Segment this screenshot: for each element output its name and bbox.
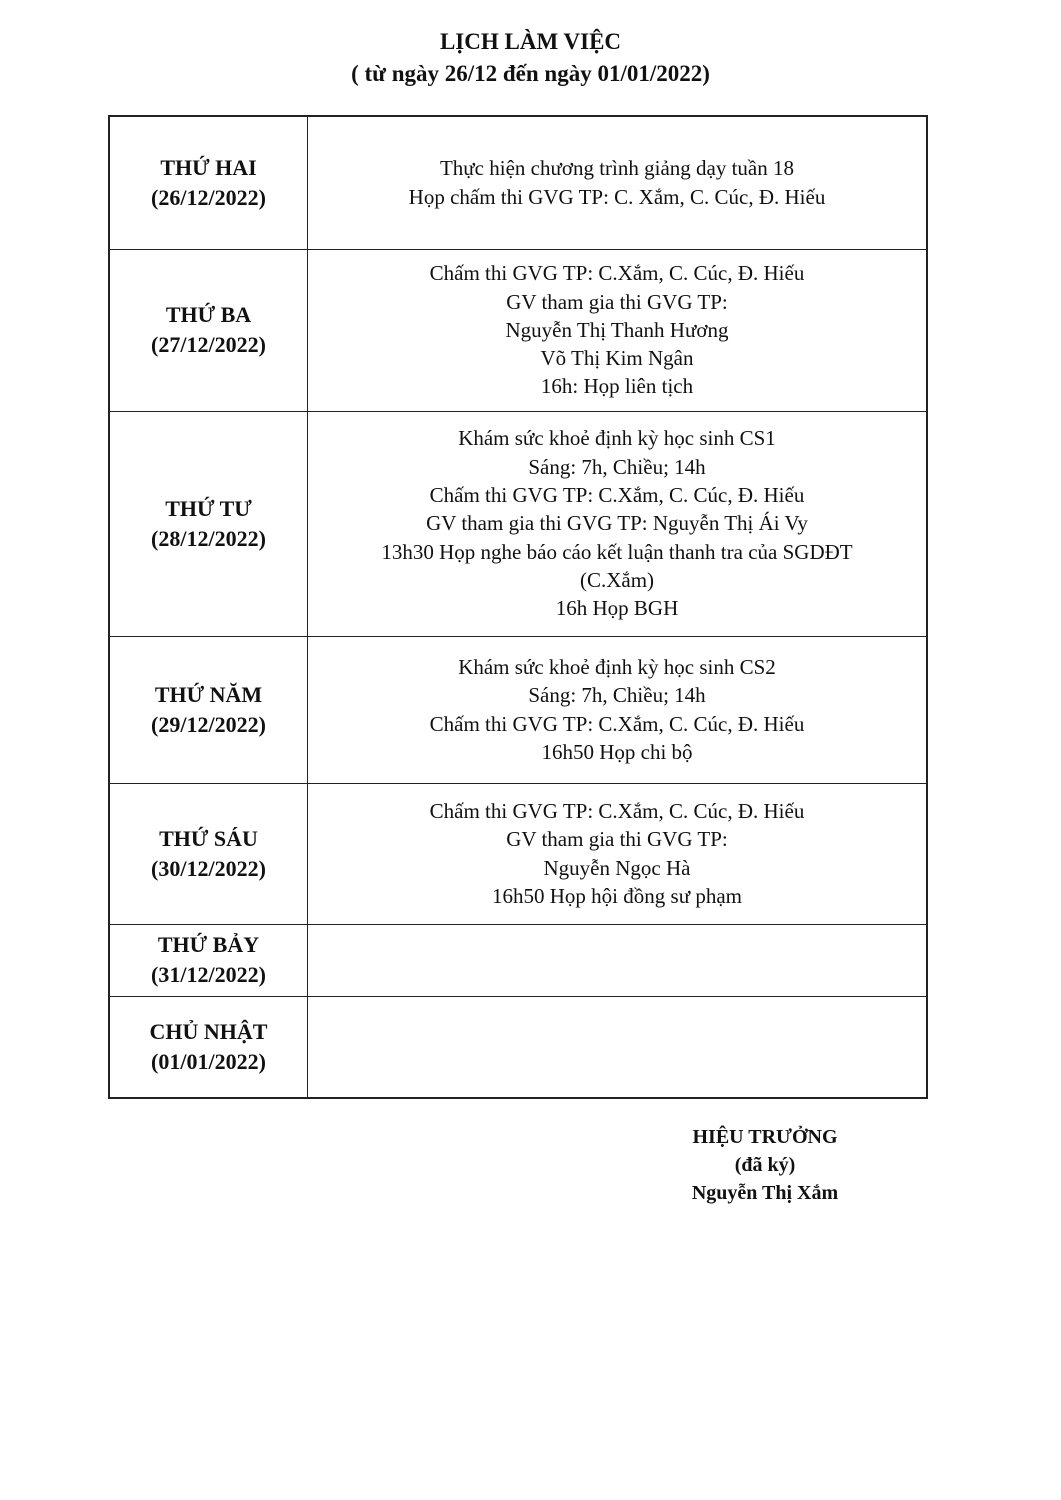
schedule-table [108, 115, 928, 1099]
activity-line: Thực hiện chương trình giảng dạy tuần 18 [439, 156, 795, 181]
activities-cell [308, 636, 928, 783]
schedule-row-wednesday [109, 411, 927, 636]
day-cell [109, 249, 308, 411]
day-name: THỨ NĂM [154, 681, 263, 707]
activity-line: Chấm thi GVG TP: C.Xắm, C. Cúc, Đ. Hiếu [429, 261, 805, 286]
day-name: CHỦ NHẬT [149, 1018, 268, 1044]
activity-line: 16h Họp BGH [555, 596, 679, 621]
day-cell [109, 116, 308, 249]
day-cell [109, 636, 308, 783]
activity-line: Chấm thi GVG TP: C.Xắm, C. Cúc, Đ. Hiếu [429, 483, 805, 508]
signature-block [640, 1123, 890, 1207]
activity-line: Nguyễn Thị Thanh Hương [505, 317, 729, 342]
signature-status: (đã ký) [734, 1154, 796, 1176]
activity-line: GV tham gia thi GVG TP: [506, 827, 728, 852]
activity-line: Khám sức khoẻ định kỳ học sinh CS2 [458, 654, 776, 679]
day-date: (26/12/2022) [151, 184, 266, 210]
activity-line: Nguyễn Ngọc Hà [543, 855, 691, 880]
activities-cell [308, 116, 928, 249]
activity-line: GV tham gia thi GVG TP: Nguyễn Thị Ái Vy [426, 511, 808, 536]
activity-line: Họp chấm thi GVG TP: C. Xắm, C. Cúc, Đ. Hiếu [408, 184, 826, 209]
day-name: THỨ HAI [160, 154, 257, 180]
activity-line: 16h50 Họp hội đồng sư phạm [492, 883, 742, 908]
schedule-row-friday [109, 783, 927, 924]
day-date: (27/12/2022) [151, 332, 266, 357]
activity-line: 16h50 Họp chi bộ [541, 739, 693, 764]
schedule-row-thursday [109, 636, 927, 783]
schedule-row-monday [109, 116, 927, 249]
signature-role: HIỆU TRƯỞNG [692, 1126, 838, 1148]
day-date: (29/12/2022) [151, 711, 266, 737]
activities-cell-empty [308, 924, 928, 996]
signature-name: Nguyễn Thị Xắm [691, 1182, 839, 1204]
activity-line: Chấm thi GVG TP: C.Xắm, C. Cúc, Đ. Hiếu [429, 798, 805, 823]
day-name: THỨ BẢY [157, 932, 260, 957]
schedule-row-saturday [109, 924, 927, 996]
activities-cell [308, 249, 928, 411]
activity-line: Võ Thị Kim Ngân [540, 346, 694, 371]
activities-cell [308, 411, 928, 636]
activity-line: Khám sức khoẻ định kỳ học sinh CS1 [458, 426, 776, 451]
activity-line: Chấm thi GVG TP: C.Xắm, C. Cúc, Đ. Hiếu [429, 711, 805, 736]
day-date: (01/01/2022) [151, 1048, 266, 1074]
activity-line: Sáng: 7h, Chiều; 14h [528, 683, 706, 708]
day-name: THỨ BA [165, 302, 252, 327]
day-name: THỨ SÁU [159, 825, 258, 851]
schedule-row-tuesday [109, 249, 927, 411]
activity-line: GV tham gia thi GVG TP: [506, 289, 728, 314]
document-header [0, 26, 1061, 90]
document-subtitle: ( từ ngày 26/12 đến ngày 01/01/2022) [351, 61, 710, 86]
document-title: LỊCH LÀM VIỆC [439, 29, 622, 54]
day-date: (31/12/2022) [151, 962, 266, 987]
day-date: (28/12/2022) [151, 525, 266, 551]
day-date: (30/12/2022) [151, 855, 266, 881]
activity-line: 16h: Họp liên tịch [540, 374, 694, 399]
activities-cell-empty [308, 996, 928, 1098]
activities-cell [308, 783, 928, 924]
activity-line: (C.Xắm) [579, 567, 655, 592]
schedule-row-sunday [109, 996, 927, 1098]
day-cell [109, 783, 308, 924]
day-cell [109, 996, 308, 1098]
day-name: THỨ TƯ [165, 495, 252, 521]
activity-line: Sáng: 7h, Chiều; 14h [528, 454, 706, 479]
day-cell [109, 924, 308, 996]
activity-line: 13h30 Họp nghe báo cáo kết luận thanh tra của SGDĐT [381, 539, 853, 564]
day-cell [109, 411, 308, 636]
